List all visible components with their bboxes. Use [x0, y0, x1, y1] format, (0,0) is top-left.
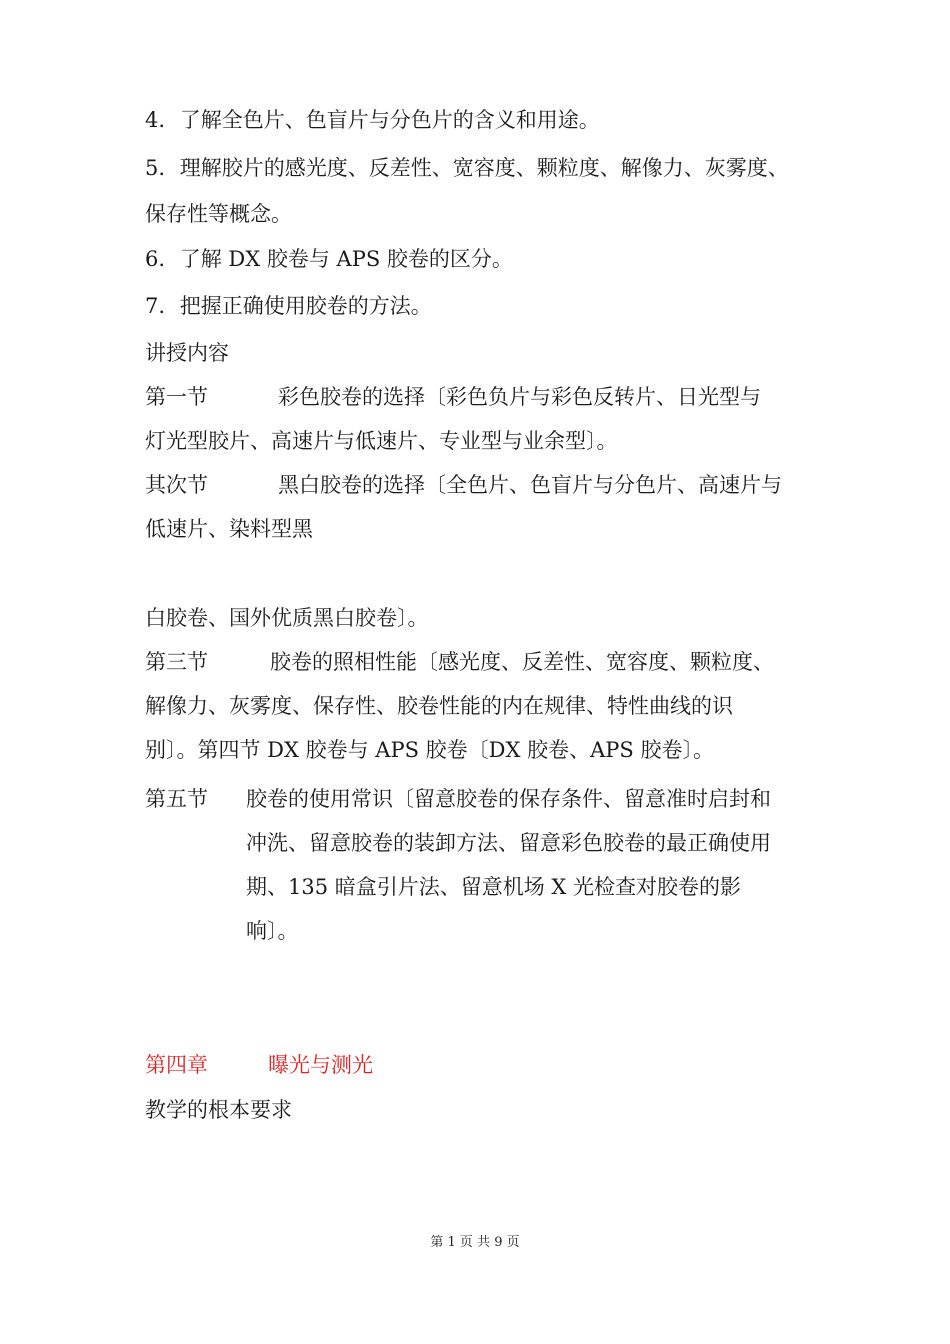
- item-number: 5.: [145, 156, 166, 180]
- section-3-continuation: 别〕。第四节 DX 胶卷与 APS 胶卷〔DX 胶卷、APS 胶卷〕。: [145, 738, 714, 762]
- section-1-continuation: 灯光型胶片、高速片与低速片、专业型与业余型〕。: [145, 429, 618, 453]
- section-1-label: 第一节: [145, 385, 208, 409]
- page-footer: 第 1 页 共 9 页: [430, 1235, 520, 1250]
- section-3-text: 胶卷的照相性能〔感光度、反差性、宽容度、颗粒度、: [270, 650, 774, 674]
- item-number: 4.: [145, 108, 166, 132]
- item-text: 了解全色片、色盲片与分色片的含义和用途。: [179, 108, 600, 132]
- item-text: 把握正确使用胶卷的方法。: [179, 294, 432, 318]
- item-text: 了解 DX 胶卷与 APS 胶卷的区分。: [179, 247, 513, 271]
- section-5-text: 冲洗、留意胶卷的装卸方法、留意彩色胶卷的最正确使用: [246, 831, 771, 855]
- section-3-label: 第三节: [145, 650, 208, 674]
- section-2-label: 其次节: [145, 473, 208, 497]
- section-5-label: 第五节: [145, 787, 208, 811]
- section-5-text: 期、135 暗盒引片法、留意机场 X 光检查对胶卷的影: [246, 875, 742, 899]
- item-5-continuation: 保存性等概念。: [145, 202, 292, 226]
- lecture-heading: 讲授内容: [145, 341, 229, 365]
- section-5-text: 胶卷的使用常识〔留意胶卷的保存条件、留意准时启封和: [246, 787, 771, 811]
- item-text: 理解胶片的感光度、反差性、宽容度、颗粒度、解像力、灰雾度、: [179, 156, 789, 180]
- chapter-title: 曝光与测光: [268, 1053, 373, 1077]
- item-6: [145, 245, 513, 273]
- item-number: 6.: [145, 247, 166, 271]
- section-1-text: 彩色胶卷的选择〔彩色负片与彩色反转片、日光型与: [278, 385, 761, 409]
- item-number: 7.: [145, 294, 166, 318]
- item-5: [145, 154, 789, 182]
- section-2-continuation: 低速片、染料型黑: [145, 517, 313, 541]
- section-3-continuation: 解像力、灰雾度、保存性、胶卷性能的内在规律、特性曲线的识: [145, 694, 733, 718]
- item-7: [145, 292, 432, 320]
- section-5-text: 响〕。: [246, 919, 299, 943]
- requirements-heading: 教学的根本要求: [145, 1098, 292, 1122]
- item-4: [145, 106, 600, 134]
- chapter-label: 第四章: [145, 1053, 208, 1077]
- section-2-text: 黑白胶卷的选择〔全色片、色盲片与分色片、高速片与: [278, 473, 782, 497]
- section-2-continuation: 白胶卷、国外优质黑白胶卷〕。: [145, 606, 429, 630]
